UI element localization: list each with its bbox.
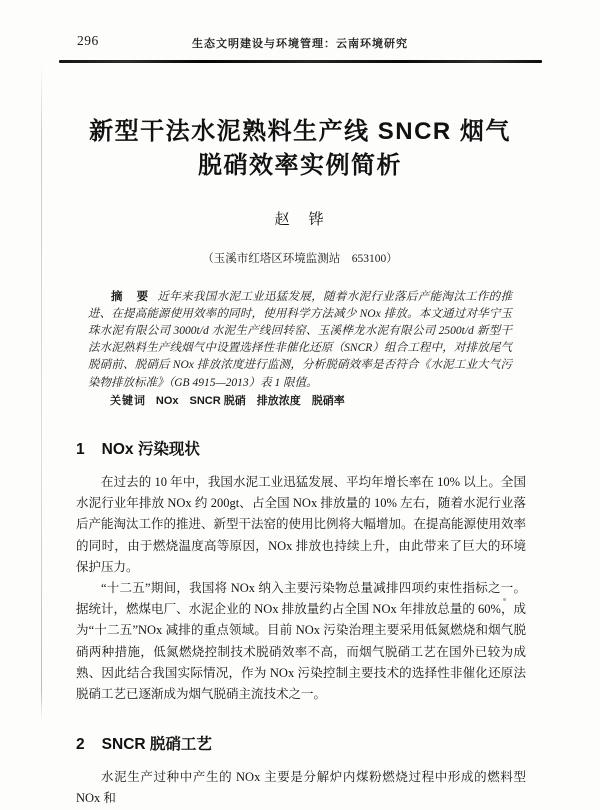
author-affiliation: （玉溪市红塔区环境监测站 653100） [202,252,398,265]
article-title-line2: 脱硝效率实例简析 [198,151,402,179]
header-rule [59,60,542,63]
abstract-text: 近年来我国水泥工业迅猛发展，随着水泥行业落后产能淘汰工作的推进、在提高能源使用效率的同时，使用科学方法减少 NOx 排放。本文通过对华宁玉珠水泥有限公司 3000t/d 水泥生产线回转窑、玉溪桦龙水泥有限公司 2500t/d 新型干法水泥熟料生产线烟气中设置选择性非催化还原（SNCR）组合工程中，对排放尾气脱硝前、脱硝后 NOx 排放浓度进行监测，分析脱硝效率是否符合《水泥工业大气污染物排放标准》（GB 4915—2013）表 1 限值。 [88,290,513,389]
section-1-number: 1 [76,440,85,458]
article-title-line1: 新型干法水泥熟料生产线 SNCR 烟气 [89,117,511,145]
running-header: 生态文明建设与环境管理：云南环境研究 [192,38,408,50]
section-2-number: 2 [76,736,85,754]
section-1-title: NOx 污染现状 [101,440,200,458]
article-title [0,115,600,183]
keywords-line [88,393,512,410]
section-2-title: SNCR 脱硝工艺 [101,736,212,754]
page-header [0,0,600,55]
abstract-label: 摘 要 [111,290,150,303]
abstract-block [88,289,512,410]
section-1-heading [76,437,526,459]
keywords-label: 关键词 [110,394,146,407]
keywords-text: NOx SNCR 脱硝 排放浓度 脱硝率 [155,394,345,407]
section-1-paragraph-1: 在过去的 10 年中，我国水泥工业迅猛发展、平均年增长率在 10% 以上。全国水泥行业年排放 NOx 约 200gt、占全国 NOx 排放量的 10% 左右，随着水泥行业落后产能淘汰工作的推进、新型干法窑的使用比例将大幅增加。在提高能源使用效率的同时，由于燃烧温度高等原因，NOx 排放也持续上升，由此带来了巨大的环境保护压力。 [76,474,527,574]
page-number: 296 [77,33,99,48]
abstract-paragraph [88,289,512,392]
section-1-paragraph-2: “十二五”期间，我国将 NOx 纳入主要污染物总量减排四项约束性指标之一。据统计，燃煤电厂、水泥企业的 NOx 排放量约占全国 NOx 年排放总量的 60%，成为“十二五”NOx 减排的重点领域。目前 NOx 污染治理主要采用低氮燃烧和烟气脱硝两种措施，低氮燃烧控制技术脱硝效率不高，而烟气脱硝工艺在国外已较为成熟、因此结合我国实际情况，作为 NOx 污染控制主要技术的选择性非催化还原法脱硝工艺已逐渐成为烟气脱硝主流技术之一。 [76,580,526,701]
section-2-heading [76,732,526,754]
scan-edge-line [41,62,42,722]
article-body [0,437,600,810]
author-name: 赵 铧 [274,211,326,228]
scan-speck [503,598,506,601]
section-2-paragraph-1: 水泥生产过种中产生的 NOx 主要是分解炉内煤粉燃烧过程中形成的燃料型 NOx 和 [76,770,526,806]
